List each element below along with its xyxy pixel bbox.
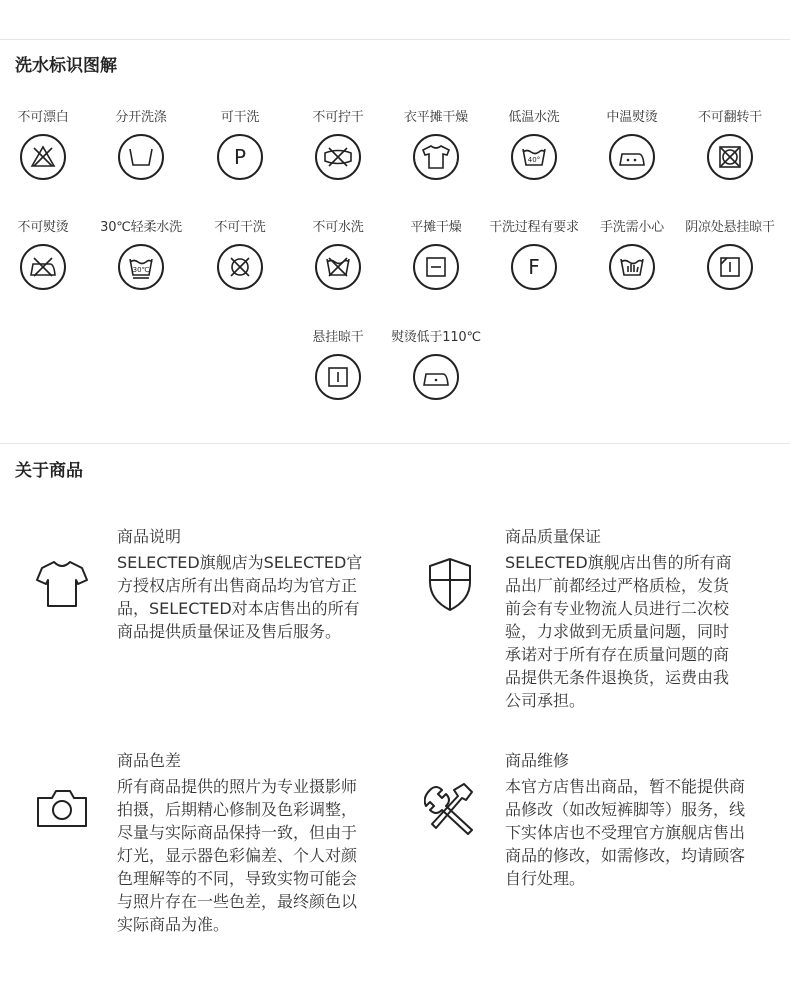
iron-low-icon: [413, 354, 459, 400]
feature-body-line: 自行处理。: [505, 869, 586, 888]
feature-body-line: SELECTED旗舰店为SELECTED官: [117, 553, 363, 572]
feature-body-line: 品修改（如改短裤脚等）服务，线: [505, 800, 746, 819]
wash-symbol: [583, 220, 681, 290]
wash-symbol-label: 分开洗涤: [115, 110, 167, 125]
feature-body-line: 色理解等的不同，导致实物可能会: [117, 869, 358, 888]
no-dry-clean-icon: [217, 244, 263, 290]
no-bleach-icon: [20, 134, 66, 180]
wash-symbol-label: 不可干洗: [214, 220, 266, 235]
feature-body-quality: [505, 550, 732, 711]
feature-body-line: 品出厂前都经过严格质检，发货: [505, 576, 730, 595]
tshirt-icon: [34, 558, 90, 614]
no-iron-icon: [20, 244, 66, 290]
wash-symbol: [681, 220, 779, 290]
wash-symbol: [0, 220, 92, 290]
line-dry-icon: [315, 354, 361, 400]
wash-symbol-label: 阴凉处悬挂晾干: [685, 220, 775, 235]
feature-body-line: 前会有专业物流人员进行二次校: [505, 599, 730, 618]
wash-symbol-label: 手洗需小心: [599, 220, 664, 235]
wash-symbol-label: 不可翻转干: [697, 110, 762, 125]
wash-symbol: [191, 220, 289, 290]
feature-body-line: 拍摄，后期精心修制及色彩调整，: [117, 800, 358, 819]
wash-symbol-label: 不可拧干: [312, 110, 364, 125]
feature-title-color: 商品色差: [117, 751, 182, 770]
wash-symbol-label: 不可熨烫: [17, 220, 69, 235]
tools-icon: [424, 782, 480, 838]
wash-symbol-label: 中温熨烫: [606, 110, 658, 125]
feature-body-line: 商品的修改，如需修改，均请顾客: [505, 846, 746, 865]
wash-symbol: [92, 220, 190, 290]
iron-medium-icon: [609, 134, 655, 180]
wash-symbol: [387, 220, 485, 290]
wash-symbol-label: 低温水洗: [508, 110, 560, 125]
feature-body-line: 承诺对于所有存在质量问题的商: [505, 645, 730, 664]
middle-divider: [0, 443, 790, 444]
wash-symbol-label: 干洗过程有要求: [489, 220, 579, 235]
feature-body-line: 品，SELECTED对本店售出的所有: [117, 599, 360, 618]
hand-wash-icon: [609, 244, 655, 290]
wash-symbol: [191, 110, 289, 180]
top-divider: [0, 39, 790, 40]
feature-body-line: 所有商品提供的照片为专业摄影师: [117, 777, 358, 796]
wash-40-icon: [511, 134, 557, 180]
wash-symbol: [92, 110, 190, 180]
wash-symbol-label: 衣平摊干燥: [403, 110, 468, 125]
feature-body-line: 验，力求做到无质量问题，同时: [505, 622, 730, 641]
wash-section-title: 洗水标识图解: [15, 56, 117, 76]
wash-symbol-glyph: 40°: [527, 156, 541, 164]
wash-symbol: [681, 110, 779, 180]
wash-symbol: [387, 110, 485, 180]
wash-symbol-label: 可干洗: [220, 110, 260, 125]
no-wash-icon: [315, 244, 361, 290]
no-wring-icon: [315, 134, 361, 180]
feature-body-line: 实际商品为准。: [117, 915, 230, 934]
dry-clean-f-icon: [511, 244, 557, 290]
feature-body-line: 与照片存在一些色差，最终颜色以: [117, 892, 358, 911]
wash-symbol: [289, 330, 387, 400]
feature-body-repair: [505, 774, 745, 889]
wash-symbol-glyph: F: [528, 255, 540, 279]
feature-body-line: 品提供无条件退换货，运费由我: [505, 668, 730, 687]
dry-flat-shirt-icon: [413, 134, 459, 180]
wash-symbol: [485, 220, 583, 290]
feature-body-line: 方授权店所有出售商品均为官方正: [117, 576, 358, 595]
feature-body-line: 灯光，显示器色彩偏差、个人对颜: [117, 846, 358, 865]
wash-symbol-glyph: 30℃: [132, 266, 150, 274]
feature-title-repair: 商品维修: [505, 751, 570, 770]
wash-symbol-label: 熨烫低于110℃: [391, 330, 481, 345]
wash-separately-icon: [118, 134, 164, 180]
feature-body-line: 本官方店售出商品，暂不能提供商: [505, 777, 746, 796]
feature-title-quality: 商品质量保证: [505, 527, 602, 546]
no-tumble-dry-icon: [707, 134, 753, 180]
shield-icon: [426, 556, 482, 612]
feature-body-line: 下实体店也不受理官方旗舰店售出: [505, 823, 746, 842]
feature-body-description: [117, 550, 362, 642]
shade-line-dry-icon: [707, 244, 753, 290]
wash-symbol-label: 悬挂晾干: [312, 330, 364, 345]
feature-body-line: 公司承担。: [505, 691, 586, 710]
feature-body-line: 尽量与实际商品保持一致，但由于: [117, 823, 358, 842]
dry-clean-p-icon: [217, 134, 263, 180]
wash-symbol-label: 不可漂白: [17, 110, 69, 125]
feature-body-color: [117, 774, 357, 935]
wash-symbol: [485, 110, 583, 180]
feature-body-line: SELECTED旗舰店出售的所有商: [505, 553, 732, 572]
wash-symbol: [0, 110, 92, 180]
about-section-title: 关于商品: [15, 461, 83, 481]
wash-symbol: [289, 110, 387, 180]
wash-symbol: [289, 220, 387, 290]
wash-symbol-label: 不可水洗: [312, 220, 364, 235]
camera-icon: [36, 788, 92, 844]
wash-symbol: [583, 110, 681, 180]
feature-body-line: 商品提供质量保证及售后服务。: [117, 622, 342, 641]
wash-30-gentle-icon: [118, 244, 164, 290]
dry-flat-icon: [413, 244, 459, 290]
wash-symbol-label: 平摊干燥: [410, 220, 462, 235]
feature-title-description: 商品说明: [117, 527, 182, 546]
wash-symbol-glyph: P: [233, 145, 247, 169]
wash-symbol: [387, 330, 485, 400]
wash-symbol-label: 30℃轻柔水洗: [100, 220, 182, 235]
